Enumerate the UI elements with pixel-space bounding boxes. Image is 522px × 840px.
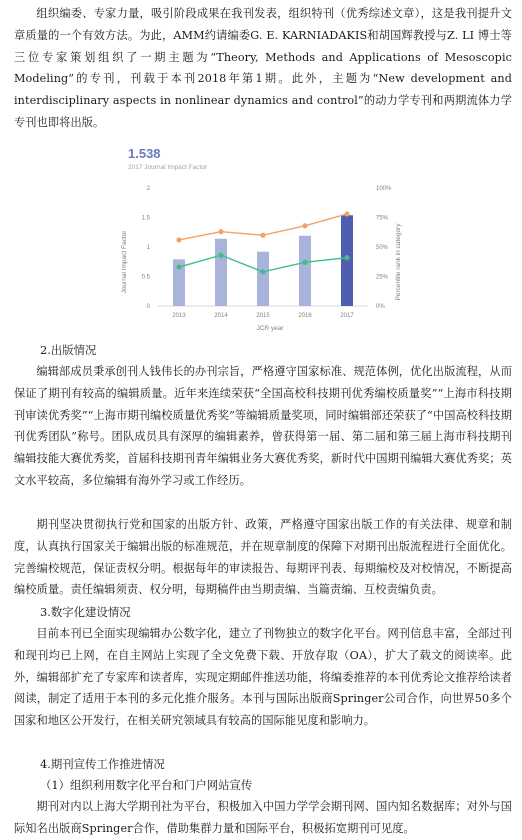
y-axis-label: Journal Impact Factor <box>121 230 128 294</box>
chart-svg <box>108 140 408 336</box>
bar <box>215 239 227 306</box>
series-point <box>260 269 265 274</box>
chart-subtitle: 2017 Journal Impact Factor <box>128 164 208 171</box>
y2-tick-label: 25% <box>376 274 389 281</box>
series-point <box>218 253 223 258</box>
series-point <box>176 264 181 269</box>
series-point <box>344 211 349 216</box>
y2-tick-label: 0% <box>376 304 385 310</box>
series-point <box>302 260 307 265</box>
x-tick-label: 2016 <box>298 313 312 319</box>
section-3-heading: 3.数字化建设情况 <box>40 605 131 619</box>
y2-tick-label: 75% <box>376 215 389 222</box>
series-point <box>260 233 265 238</box>
section-2-paragraph-2: 期刊坚决贯彻执行党和国家的出版方针、政策，严格遵守国家出版工作的有关法律、规章和制度，认真执行国家关于编辑出版的标准规范，并在规章制度的保障下对期刊出版流程进行全面优化。完善编校规范，保证责权分明。根据每年的审读报告、每期评刊表、每期编校及对校情况，不断提高编校质量。责任编辑须责、权分明，每期稿件由当期责编、当篇责编、互校责编负责。 <box>14 518 512 597</box>
section-4-heading: 4.期刊宣传工作推进情况 <box>40 757 165 771</box>
bar <box>257 252 269 306</box>
series-point <box>176 237 181 242</box>
y2-tick-label: 100% <box>376 186 392 192</box>
series-point <box>302 223 307 228</box>
section-4-subheading-1: （1）组织利用数字化平台和门户网站宣传 <box>40 778 253 792</box>
section-3-paragraph-1: 目前本刊已全面实现编辑办公数字化，建立了刊物独立的数字化平台。网刊信息丰富，全部过刊和现刊均已上网，在自主网站上实现了全文免费下载、开放存取（OA），扩大了载文的阅读率。此外，编辑部扩充了专家库和读者库，实现定期邮件推送功能，将编委推荐的本刊优秀论文推荐给读者阅读，制定了适用于本刊的多元化推介服务。本刊与国际出版商Springer公司合作，向世界50多个国家和地区公开发行，在相关研究领域具有较高的国际能见度和影响力。 <box>14 627 512 728</box>
section-2-paragraph-1: 编辑部成员秉承创刊人钱伟长的办刊宗旨，严格遵守国家标准、规范体例，优化出版流程，从而保证了期刊有较高的编辑质量。近年来连续荣获“全国高校科技期刊优秀编校质量奖”“上海市科技期刊审读优秀奖”“上海市期刊编校质量优秀奖”等编辑质量奖项，同时编辑部还荣获了“中国高校科技期刊优秀团队”称号。团队成员具有深厚的编辑素养，曾获得第一届、第二届和第三届上海市科技期刊编辑技能大赛优秀奖，首届科技期刊青年编辑业务大赛优秀奖，新时代中国期刊编辑大赛优秀奖；英文水平较高，多位编辑有海外学习或工作经历。 <box>14 365 512 487</box>
impact-factor-chart <box>108 140 408 336</box>
y2-axis-label: Percentile rank in category <box>395 223 402 301</box>
x-tick-label: 2017 <box>340 313 354 319</box>
y-tick-label: 1 <box>146 245 150 251</box>
x-tick-label: 2013 <box>172 313 186 319</box>
section-4-paragraph-1: 期刊对内以上海大学期刊社为平台，积极加入中国力学学会期刊网、国内知名数据库；对外与国际知名出版商Springer合作，借助集群力量和国际平台，积极拓宽期刊可见度。 <box>14 800 512 835</box>
series-point <box>344 255 349 260</box>
y-tick-label: 2 <box>146 186 150 192</box>
series-point <box>218 229 223 234</box>
x-tick-label: 2015 <box>256 313 270 319</box>
y-tick-label: 0 <box>146 304 150 310</box>
y-tick-label: 1.5 <box>141 215 150 222</box>
plot-area <box>142 186 392 319</box>
x-tick-label: 2014 <box>214 313 228 319</box>
intro-paragraph: 组织编委、专家力量，吸引阶段成果在我刊发表，组织特刊（优秀综述文章），这是我刊提升文章质量的一个有效方法。为此，AMM约请编委G. E. KARNIADAKIS和胡国辉教授与Z. LI 博士等三位专家策划组织了一期主题为“Theory, Methods and Applications of Mesoscopic Modeling”的专刊，刊载于本刊2018年第1期。此外，主题为“New development and interdisciplinary aspects in nonlinear dynamics and control”的动力学专刊和两期流体力学专刊也即将出版。 <box>14 7 512 129</box>
y2-tick-label: 50% <box>376 245 389 251</box>
x-axis-label: JCR year <box>256 325 284 332</box>
chart-title: 1.538 <box>128 146 161 161</box>
bar <box>341 215 353 306</box>
bar <box>299 236 311 306</box>
section-2-heading: 2.出版情况 <box>40 343 97 357</box>
y-tick-label: 0.5 <box>141 274 150 281</box>
